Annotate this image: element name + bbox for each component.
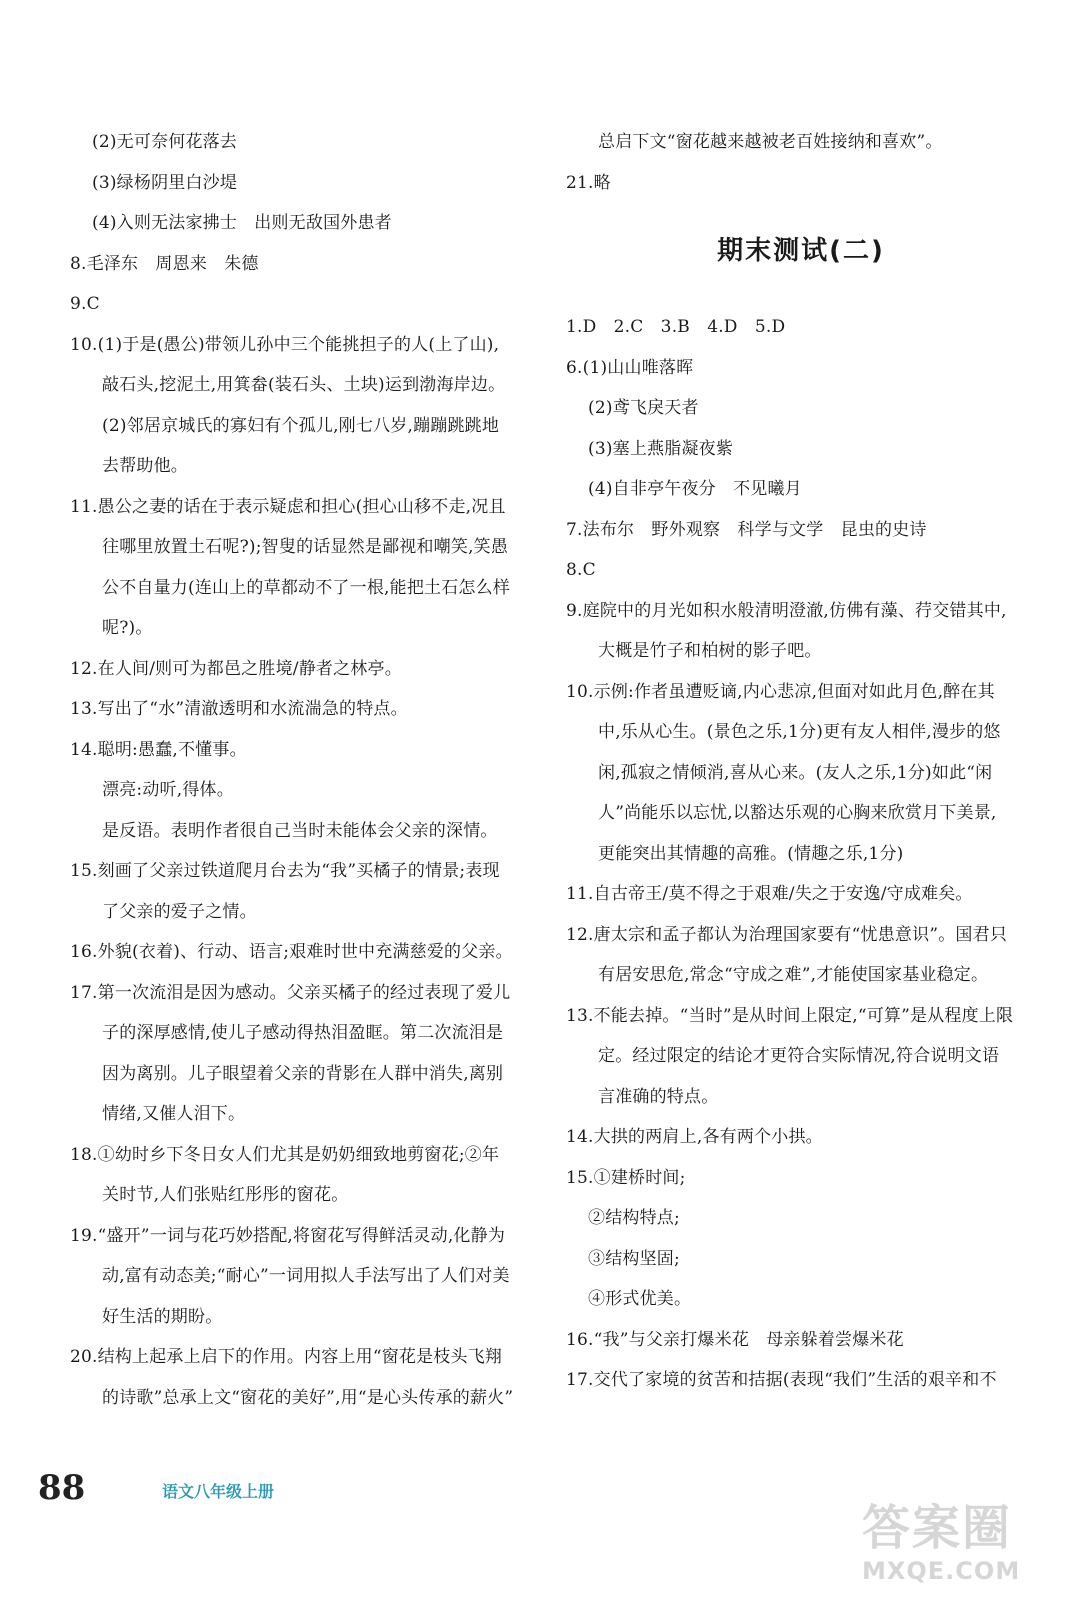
answer-line: 人”尚能乐以忘忧,以豁达乐观的心胸来欣赏月下美景, [598, 803, 997, 823]
answer-line: 中,乐从心生。(景色之乐,1分)更有友人相伴,漫步的悠 [598, 722, 1001, 742]
answer-line: (2)无可奈何花落去 [92, 132, 238, 152]
answer-line: 12.唐太宗和孟子都认为治理国家要有“忧患意识”。国君只 [566, 924, 1008, 945]
answer-line: 16.外貌(衣着)、行动、语言;艰难时世中充满慈爱的父亲。 [70, 942, 513, 962]
answer-line: 子的深厚感情,使儿子感动得热泪盈眶。第二次流泪是 [102, 1023, 504, 1043]
answer-line: 总启下文“窗花越来越被老百姓接纳和喜欢”。 [598, 132, 943, 152]
answer-line: ④形式优美。 [588, 1289, 692, 1309]
answer-line: 14.大拱的两肩上,各有两个小拱。 [566, 1127, 823, 1147]
answer-line: 15.①建桥时间; [566, 1167, 686, 1188]
book-label: 语文八年级上册 [162, 1482, 275, 1501]
answer-line: 15.刻画了父亲过铁道爬月台去为“我”买橘子的情景;表现 [70, 861, 500, 881]
answer-line: (2)鸢飞戾天者 [588, 398, 699, 418]
answer-line: 因为离别。儿子眼望着父亲的背影在人群中消失,离别 [102, 1063, 504, 1084]
answer-line: 有居安思危,常念“守成之难”,才能使国家基业稳定。 [598, 965, 989, 985]
answer-line: (4)入则无法家拂士 出则无敌国外患者 [92, 213, 392, 233]
watermark [862, 1500, 1032, 1590]
answer-line: 21.略 [566, 172, 611, 193]
answer-line: 19.“盛开”一词与花巧妙搭配,将窗花写得鲜活灵动,化静为 [70, 1225, 506, 1246]
watermark-logo: 答案圈 [862, 1500, 1013, 1556]
answer-line: 是反语。表明作者很自己当时未能体会父亲的深情。 [102, 820, 498, 841]
answer-line: 公不自量力(连山上的草都动不了一根,能把土石怎么样 [102, 577, 511, 598]
answer-line: 了父亲的爱子之情。 [102, 901, 257, 922]
answer-line: 言准确的特点。 [598, 1086, 719, 1107]
answer-line: 1.D 2.C 3.B 4.D 5.D [566, 317, 786, 337]
answer-line: 13.不能去掉。“当时”是从时间上限定,“可算”是从程度上限 [566, 1005, 1014, 1026]
answer-line: 情绪,又催人泪下。 [102, 1104, 246, 1124]
answer-line: (4)自非亭午夜分 不见曦月 [588, 479, 802, 499]
answer-line: 往哪里放置土石呢?);智叟的话显然是鄙视和嘲笑,笑愚 [102, 537, 509, 557]
answer-line: 9.C [70, 294, 100, 314]
answer-line: 12.在人间/则可为都邑之胜境/静者之林亭。 [70, 658, 402, 679]
answer-line: 17.第一次流泪是因为感动。父亲买橘子的经过表现了爱儿 [70, 982, 511, 1003]
answer-line: (2)邻居京城氏的寡妇有个孤儿,刚七八岁,蹦蹦跳跳地 [102, 415, 500, 436]
answer-line: 8.毛泽东 周恩来 朱德 [70, 253, 259, 274]
left-column [70, 122, 540, 1418]
answer-line: 闲,孤寂之情倾消,喜从心来。(友人之乐,1分)如此“闲 [598, 762, 993, 783]
answer-line: 13.写出了“水”清澈透明和水流湍急的特点。 [70, 699, 408, 719]
answer-line: 9.庭院中的月光如积水般清明澄澈,仿佛有藻、荇交错其中, [566, 600, 1007, 621]
answer-line: 8.C [566, 560, 596, 580]
answer-line: 呢?)。 [102, 618, 153, 638]
answer-line: 14.聪明:愚蠢,不懂事。 [70, 739, 247, 760]
answer-line: 20.结构上起承上启下的作用。内容上用“窗花是枝头飞翔 [70, 1347, 503, 1367]
answer-line: 的诗歌”总承上文“窗花的美好”,用“是心头传承的薪火” [102, 1387, 514, 1408]
right-column [566, 122, 1036, 1401]
section-title: 期末测试(二) [717, 236, 885, 266]
answer-line: ②结构特点; [588, 1208, 680, 1228]
watermark-url: MXQE.COM [862, 1557, 1021, 1585]
answer-line: 敲石头,挖泥土,用箕畚(装石头、土块)运到渤海岸边。 [102, 375, 506, 395]
answer-line: 17.交代了家境的贫苦和拮据(表现“我们”生活的艰辛和不 [566, 1370, 997, 1390]
page-number: 88 [38, 1468, 86, 1508]
answer-line: 7.法布尔 野外观察 科学与文学 昆虫的史诗 [566, 519, 927, 540]
answer-line: 16.“我”与父亲打爆米花 母亲躲着尝爆米花 [566, 1329, 904, 1350]
answer-line: 关时节,人们张贴红彤彤的窗花。 [102, 1185, 349, 1205]
answer-line: 6.(1)山山唯落晖 [566, 357, 694, 378]
answer-line: 定。经过限定的结论才更符合实际情况,符合说明文语 [598, 1046, 1000, 1066]
answer-line: 漂亮:动听,得体。 [102, 780, 234, 800]
answer-line: 去帮助他。 [102, 456, 188, 476]
answer-line: (3)绿杨阴里白沙堤 [92, 172, 238, 193]
answer-line: ③结构坚固; [588, 1248, 680, 1269]
answer-line: 好生活的期盼。 [102, 1306, 223, 1327]
answer-line: (3)塞上燕脂凝夜紫 [588, 438, 734, 459]
answer-line: 10.(1)于是(愚公)带领儿孙中三个能挑担子的人(上了山), [70, 334, 500, 355]
answer-line: 动,富有动态美;“耐心”一词用拟人手法写出了人们对美 [102, 1266, 510, 1286]
answer-line: 大概是竹子和柏树的影子吧。 [598, 641, 822, 661]
answer-line: 10.示例:作者虽遭贬谪,内心悲凉,但面对如此月色,醉在其 [566, 681, 995, 702]
answer-line: 11.愚公之妻的话在于表示疑虑和担心(担心山移不走,况且 [70, 496, 506, 517]
answer-line: 18.①幼时乡下冬日女人们尤其是奶奶细致地剪窗花;②年 [70, 1144, 500, 1165]
answer-line: 更能突出其情趣的高雅。(情趣之乐,1分) [598, 843, 904, 864]
answer-line: 11.自古帝王/莫不得之于艰难/失之于安逸/守成难矣。 [566, 884, 973, 904]
